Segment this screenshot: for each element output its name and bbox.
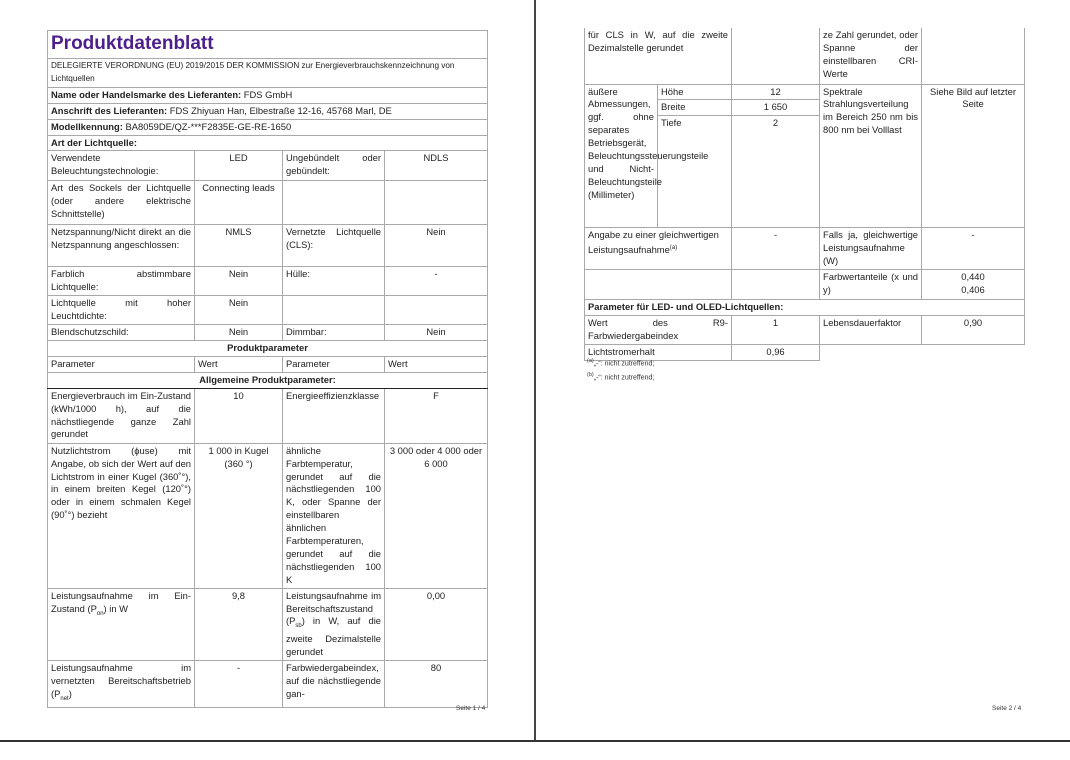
footnote-a [587, 358, 654, 367]
survival-factor-value: 0,90 [922, 315, 1025, 344]
page-2 [536, 0, 1070, 740]
on-mode-power-value: 9,8 [195, 588, 283, 660]
lumen-maintenance-value: 0,96 [732, 344, 820, 360]
equivalent-power-watts-label: Falls ja, gleichwertige Leistungsaufnahme (W) [820, 228, 922, 270]
empty-cell [585, 270, 732, 300]
on-mode-power-subscript: on [96, 610, 104, 617]
supplier-value: FDS GmbH [243, 88, 293, 100]
parameter-header: Parameter [48, 356, 195, 372]
supplier-label: Name oder Handelsmarke des Lieferanten: [51, 88, 242, 100]
glare-label: Blendschutzschild: [48, 325, 195, 341]
dimmable-value: Nein [385, 325, 488, 341]
product-datasheet-table-page-1 [47, 30, 488, 708]
model-value: BA8059DE/QZ-***F2835E-GE-RE-1650 [125, 120, 292, 132]
on-mode-power-text: Leistungsaufnahme im Ein-Zustand (P [51, 589, 191, 614]
product-parameters-heading: Produktparameter [48, 340, 488, 356]
footnote-a-text: „-“: nicht zutreffend; [593, 360, 655, 368]
light-source-type-heading: Art der Lichtquelle: [48, 135, 488, 151]
empty-cell [385, 181, 488, 225]
equivalent-power-label [585, 228, 732, 270]
page-1 [0, 0, 534, 740]
chromaticity-y: 0,406 [961, 283, 985, 295]
lumen-maintenance-label: Lichtstromerhalt [585, 344, 732, 360]
dimensions-label: äußere Abmessungen, ggf. ohne separates Betriebsgerät, Beleuchtungssteuerungsteile und Nicht-Beleuchtungsteile (Millimeter) [585, 84, 658, 228]
depth-value: 2 [732, 116, 820, 228]
equivalent-power-footnote-ref: (a) [669, 245, 678, 252]
footnote-b-marker: (b) [587, 372, 594, 378]
tunable-value: Nein [195, 267, 283, 296]
dimmable-label: Dimmbar: [283, 325, 385, 341]
page-number: Seite 1 / 4 [456, 705, 486, 712]
empty-cell [820, 344, 922, 360]
model-row [48, 119, 488, 135]
chromaticity-x: 0,440 [961, 271, 985, 283]
r9-value: 1 [732, 315, 820, 344]
envelope-label: Hülle: [283, 267, 385, 296]
standby-power-text: Leistungsaufnahme im Bereitschaftszustand (P [286, 589, 381, 627]
depth-label: Tiefe [658, 116, 732, 228]
r9-label: Wert des R9-Farbwiedergabeindex [585, 315, 732, 344]
standby-power-value: 0,00 [385, 588, 488, 660]
energy-consumption-label: Energieverbrauch im Ein-Zustand (kWh/1000 h), auf die nächstliegende ganze Zahl gerundet [48, 388, 195, 443]
empty-cell [732, 28, 820, 84]
height-label: Höhe [658, 84, 732, 100]
energy-class-value: F [385, 388, 488, 443]
empty-cell [922, 28, 1025, 84]
bottom-edge [0, 740, 1070, 760]
footnote-b [587, 372, 654, 381]
networked-standby-continued: für CLS in W, auf die zweite Dezimalstelle gerundet [585, 28, 732, 84]
on-mode-power-label [48, 588, 195, 660]
focus-value: NDLS [385, 151, 488, 181]
parameter-header: Parameter [283, 356, 385, 372]
empty-cell [283, 296, 385, 325]
survival-factor-label: Lebensdauerfaktor [820, 315, 922, 344]
networked-standby-label [48, 661, 195, 708]
footnote-b-text: „-“: nicht zutreffend; [593, 374, 655, 382]
regulation-text: DELEGIERTE VERORDNUNG (EU) 2019/2015 DER KOMMISSION zur Energieverbrauchskennzeichnung von Lichtquellen [48, 59, 488, 88]
cri-continued: ze Zahl gerundet, oder Spanne der einstellbaren CRI-Werte [820, 28, 922, 84]
value-header: Wert [195, 356, 283, 372]
page-title: Produktdatenblatt [48, 31, 488, 59]
chromaticity-values [922, 270, 1025, 300]
equivalent-power-text: Angabe zu einer gleichwertigen Leistungsaufnahme [588, 229, 719, 256]
supplier-row [48, 87, 488, 103]
address-value: FDS Zhiyuan Han, Elbestraße 12-16, 45768 Marl, DE [169, 104, 392, 116]
useful-flux-value: 1 000 in Kugel (360 °) [195, 443, 283, 588]
useful-flux-label: Nutzlichtstrom (ϕuse) mit Angabe, ob sich der Wert auf den Lichtstrom in einer Kugel (360˚°), in einem breiten Kegel (120˚°) oder in einem schmalen Kegel (90˚°) bezieht [48, 443, 195, 588]
width-label: Breite [658, 100, 732, 116]
led-parameters-heading: Parameter für LED- und OLED-Lichtquellen: [585, 300, 1025, 316]
product-datasheet-table-page-2 [584, 28, 1025, 361]
cri-value: 80 [385, 661, 488, 708]
high-luminance-label: Lichtquelle mit hoher Leuchtdichte: [48, 296, 195, 325]
energy-consumption-value: 10 [195, 388, 283, 443]
cap-label: Art des Sockels der Lichtquelle (oder andere elektrische Schnittstelle) [48, 181, 195, 225]
standby-power-unit: ) in W, auf die zweite Dezimalstelle gerundet [286, 615, 381, 658]
equivalent-power-watts-value: - [922, 228, 1025, 270]
technology-value: LED [195, 151, 283, 181]
height-value: 12 [732, 84, 820, 100]
model-label: Modellkennung: [51, 120, 123, 132]
networked-standby-subscript: net [60, 695, 69, 702]
mains-value: NMLS [195, 225, 283, 267]
cls-value: Nein [385, 225, 488, 267]
cls-label: Vernetzte Lichtquelle (CLS): [283, 225, 385, 267]
footnote-a-marker: (a) [587, 358, 594, 364]
empty-cell [732, 270, 820, 300]
value-header: Wert [385, 356, 488, 372]
empty-cell [385, 296, 488, 325]
address-label: Anschrift des Lieferanten: [51, 104, 168, 116]
mains-label: Netzspannung/Nicht direkt an die Netzspannung angeschlossen: [48, 225, 195, 267]
energy-class-label: Energieeffizienzklasse [283, 388, 385, 443]
networked-standby-text: Leistungsaufnahme im vernetzten Bereitschaftsbetrieb (P [51, 662, 191, 699]
chromaticity-label: Farbwertanteile (x und y) [820, 270, 922, 300]
empty-cell [283, 181, 385, 225]
page-number: Seite 2 / 4 [992, 705, 1022, 712]
general-parameters-heading: Allgemeine Produktparameter: [48, 372, 488, 388]
standby-power-label [283, 588, 385, 660]
focus-label: Ungebündelt oder gebündelt: [283, 151, 385, 181]
empty-cell [922, 344, 1025, 360]
high-luminance-value: Nein [195, 296, 283, 325]
glare-value: Nein [195, 325, 283, 341]
cct-value: 3 000 oder 4 000 oder 6 000 [385, 443, 488, 588]
width-value: 1 650 [732, 100, 820, 116]
standby-power-subscript: sb [295, 623, 302, 630]
cct-label: ähnliche Farbtemperatur, gerundet auf die nächstliegenden 100 K, oder Spanne der einstellbaren ähnlichen Farbtemperaturen, gerundet auf die nächstliegenden 100 K [283, 443, 385, 588]
networked-standby-value: - [195, 661, 283, 708]
tunable-label: Farblich abstimmbare Lichtquelle: [48, 267, 195, 296]
technology-label: Verwendete Beleuchtungstechnologie: [48, 151, 195, 181]
address-row [48, 103, 488, 119]
envelope-value: - [385, 267, 488, 296]
networked-standby-close: ) [68, 687, 72, 699]
cri-label: Farbwiedergabeindex, auf die nächstliegende gan- [283, 661, 385, 708]
spectral-distribution-value: Siehe Bild auf letzter Seite [922, 84, 1025, 228]
equivalent-power-value: - [732, 228, 820, 270]
on-mode-power-unit: ) in W [103, 602, 129, 614]
cap-value: Connecting leads [195, 181, 283, 225]
spectral-distribution-label: Spektrale Strahlungsverteilung im Bereich 250 nm bis 800 nm bei Volllast [820, 84, 922, 228]
